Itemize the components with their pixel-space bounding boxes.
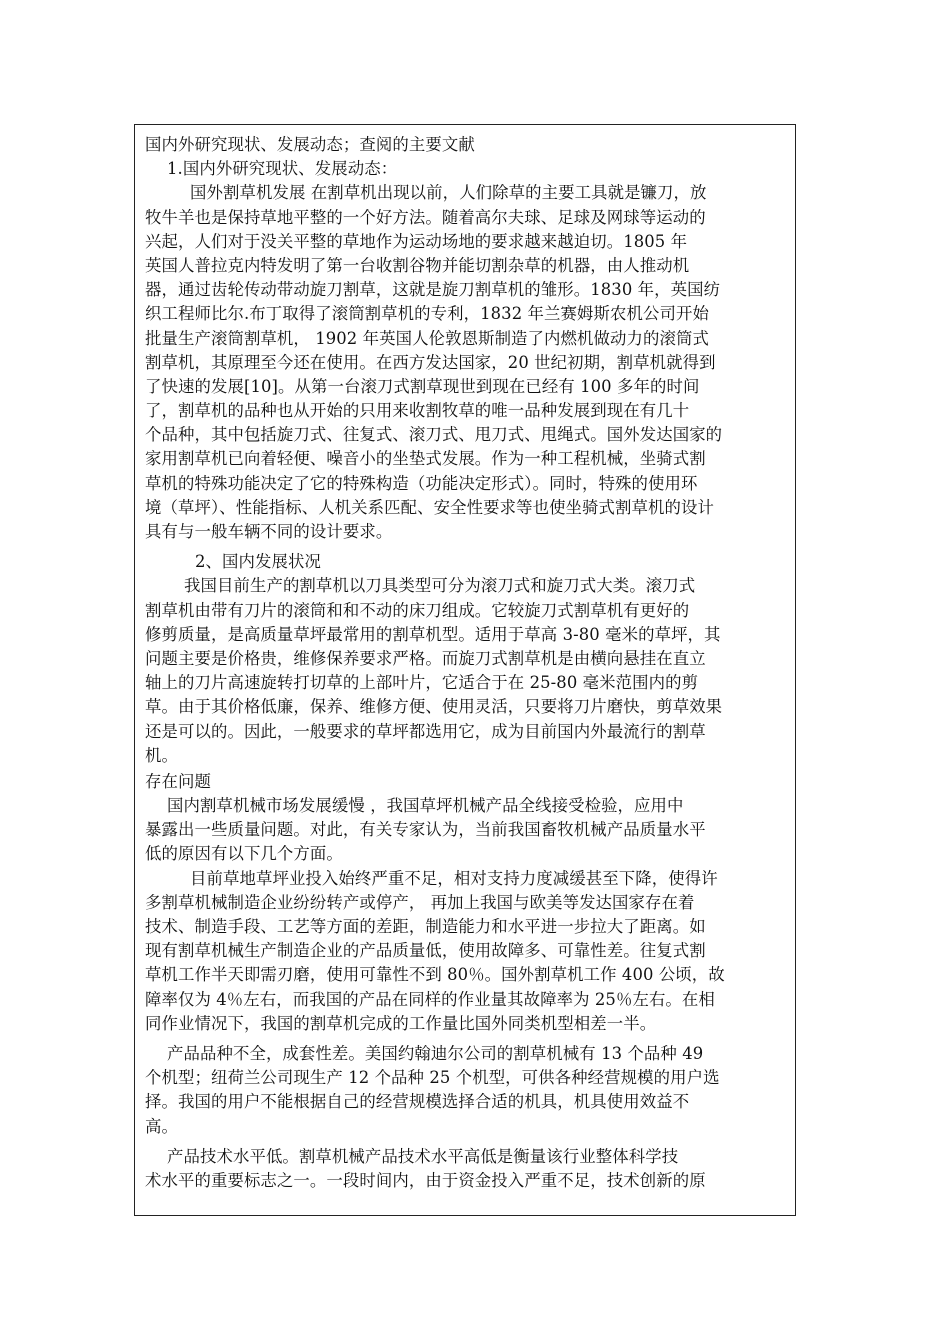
text-line: 暴露出一些质量问题。对此，有关专家认为，当前我国畜牧机械产品质量水平 (145, 820, 706, 840)
text-line: 家用割草机已向着轻便、噪音小的坐垫式发展。作为一种工程机械，坐骑式割 (145, 449, 706, 469)
text-line: 高。 (145, 1116, 178, 1136)
text-line: 兴起，人们对于没关平整的草地作为运动场地的要求越来越迫切。1805 年 (145, 231, 688, 251)
text-line: 草机的特殊功能决定了它的特殊构造（功能决定形式）。同时，特殊的使用环 (145, 473, 698, 493)
section-heading: 国内外研究现状、发展动态；查阅的主要文献 (145, 135, 475, 154)
text-line: 草机工作半天即需刃磨，使用可靠性不到 80％。国外割草机工作 400 公顷，故 (145, 965, 725, 985)
document-table-cell (134, 124, 796, 1216)
text-line: 还是可以的。因此，一般要求的草坪都选用它，成为目前国内外最流行的割草 (145, 721, 706, 741)
text-line: 存在问题 (145, 771, 211, 791)
text-line: 器，通过齿轮传动带动旋刀割草，这就是旋刀割草机的雏形。1830 年，英国纺 (145, 280, 721, 300)
text-line: 低的原因有以下几个方面。 (145, 844, 343, 864)
text-line: 多割草机械制造企业纷纷转产或停产， 再加上我国与欧美等发达国家存在着 (145, 892, 695, 912)
text-line: 了，割草机的品种也从开始的只用来收割牧草的唯一品种发展到现在有几十 (145, 401, 690, 421)
text-line: 术水平的重要标志之一。一段时间内，由于资金投入严重不足，技术创新的原 (145, 1170, 706, 1190)
text-line: 障率仅为 4％左右，而我国的产品在同样的作业量其故障率为 25％左右。在相 (145, 989, 715, 1009)
text-line: 具有与一般车辆不同的设计要求。 (145, 522, 393, 541)
text-line: 现有割草机械生产制造企业的产品质量低，使用故障多、可靠性差。往复式割 (145, 941, 706, 961)
text-line: 国内割草机械市场发展缓慢 ，我国草坪机械产品全线接受检验，应用中 (167, 796, 684, 816)
text-line: 产品品种不全，成套性差。美国约翰迪尔公司的割草机械有 13 个品种 49 (167, 1043, 704, 1063)
text-line: 修剪质量，是高质量草坪最常用的割草机型。适用于草高 3-80 毫米的草坪，其 (145, 624, 721, 644)
text-line: 问题主要是价格贵，维修保养要求严格。而旋刀式割草机是由横向悬挂在直立 (145, 648, 706, 668)
text-line: 轴上的刀片高速旋转打切草的上部叶片，它适合于在 25-80 毫米范围内的剪 (145, 673, 699, 693)
text-line: 同作业情况下，我国的割草机完成的工作量比国外同类机型相差一半。 (145, 1013, 657, 1033)
text-line: 我国目前生产的割草机以刀具类型可分为滚刀式和旋刀式大类。滚刀式 (184, 576, 696, 596)
text-line: 批量生产滚筒割草机， 1902 年英国人伦敦恩斯制造了内燃机做动力的滚筒式 (145, 328, 709, 348)
text-line: 牧牛羊也是保持草地平整的一个好方法。随着高尔夫球、足球及网球等运动的 (145, 207, 706, 227)
text-line: 产品技术水平低。割草机械产品技术水平高低是衡量该行业整体科学技 (167, 1146, 679, 1166)
text-line: 织工程师比尔.布丁取得了滚筒割草机的专利，1832 年兰赛姆斯农机公司开始 (145, 304, 709, 324)
text-line: 英国人普拉克内特发明了第一台收割谷物并能切割杂草的机器，由人推动机 (145, 255, 690, 275)
text-line: 个品种，其中包括旋刀式、往复式、滚刀式、甩刀式、甩绳式。国外发达国家的 (145, 425, 723, 445)
text-line: 境（草坪）、性能指标、人机关系匹配、安全性要求等也使坐骑式割草机的设计 (145, 497, 714, 517)
text-line: 目前草地草坪业投入始终严重不足，相对支持力度减缓甚至下降，使得许 (190, 868, 718, 888)
text-line: 2、国内发展状况 (195, 552, 321, 572)
text-line: 割草机，其原理至今还在使用。在西方发达国家，20 世纪初期，割草机就得到 (145, 352, 716, 372)
text-line: 国外割草机发展 在割草机出现以前，人们除草的主要工具就是镰刀，放 (190, 183, 707, 203)
text-line: 择。我国的用户不能根据自己的经营规模选择合适的机具，机具使用效益不 (145, 1092, 690, 1112)
text-line: 机。 (145, 745, 178, 765)
document-body (145, 133, 785, 1193)
text-line: 草。由于其价格低廉，保养、维修方便、使用灵活，只要将刀片磨快，剪草效果 (145, 697, 723, 717)
text-line: 技术、制造手段、工艺等方面的差距，制造能力和水平进一步拉大了距离。如 (145, 917, 706, 936)
text-line: 割草机由带有刀片的滚筒和和不动的床刀组成。它较旋刀式割草机有更好的 (145, 600, 690, 620)
text-line: 了快速的发展[10]。从第一台滚刀式割草现世到现在已经有 100 多年的时间 (145, 376, 700, 396)
text-line: 1.国内外研究现状、发展动态： (167, 159, 398, 179)
text-line: 个机型；纽荷兰公司现生产 12 个品种 25 个机型，可供各种经营规模的用户选 (145, 1068, 720, 1088)
